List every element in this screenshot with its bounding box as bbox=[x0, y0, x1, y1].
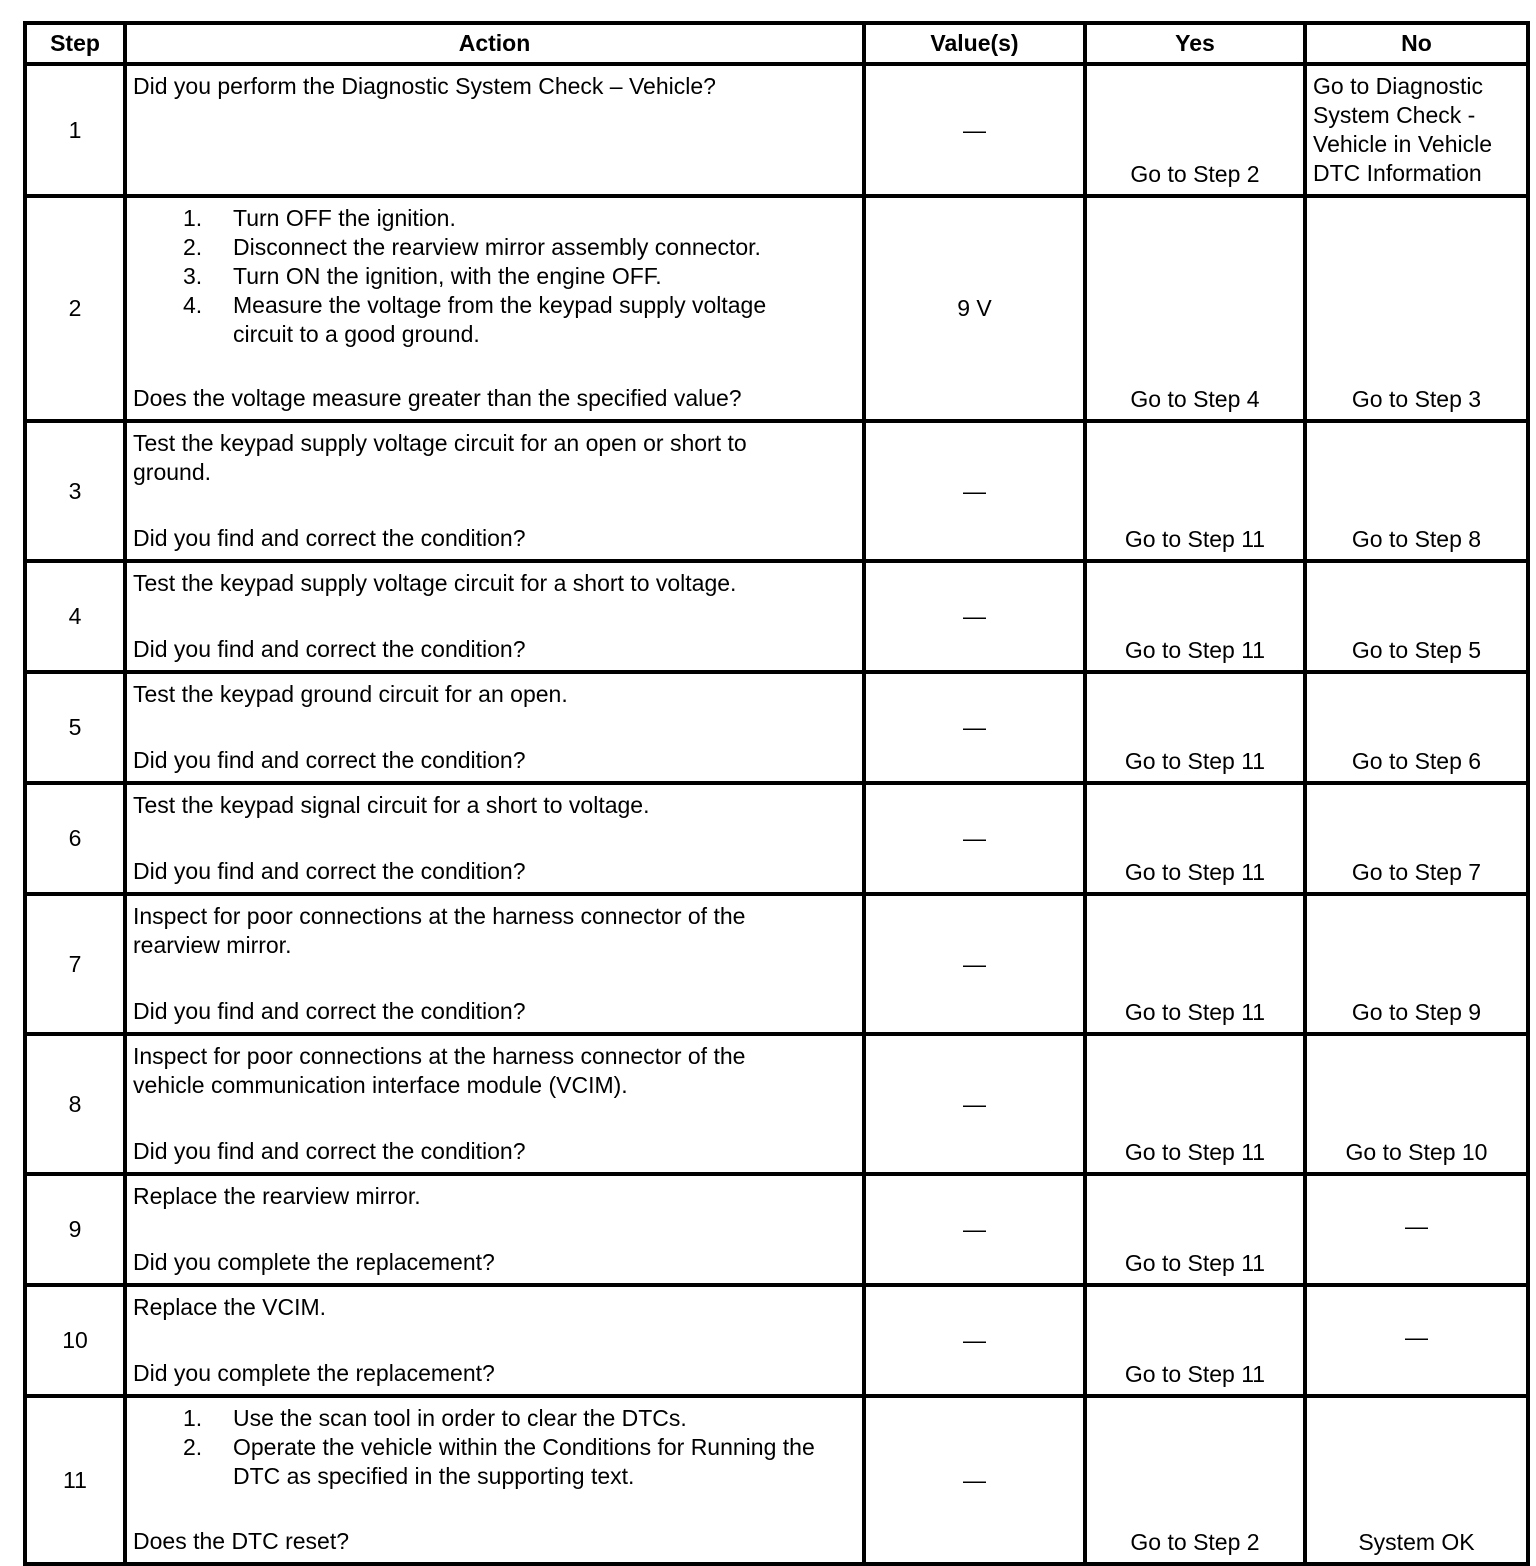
value-cell: — bbox=[864, 894, 1085, 1034]
table-row bbox=[25, 561, 1528, 672]
list-item: 1. Use the scan tool in order to clear the DTCs. bbox=[183, 1405, 687, 1431]
action-cell bbox=[125, 1396, 864, 1564]
action-cell bbox=[125, 421, 864, 561]
action-cell bbox=[125, 1285, 864, 1396]
action-cell bbox=[125, 64, 864, 196]
no-cell: Go to Step 3 bbox=[1305, 196, 1528, 421]
table-row bbox=[25, 783, 1528, 894]
value-cell: — bbox=[864, 672, 1085, 783]
table-row bbox=[25, 196, 1528, 421]
action-text: Inspect for poor connections at the harness connector of the rearview mirror. bbox=[133, 903, 746, 958]
no-cell: — bbox=[1305, 1285, 1528, 1396]
action-text: Inspect for poor connections at the harness connector of the vehicle communication interface module (VCIM). bbox=[133, 1043, 746, 1098]
yes-cell: Go to Step 11 bbox=[1085, 1034, 1305, 1174]
step-number: 3 bbox=[25, 421, 125, 561]
action-question: Did you find and correct the condition? bbox=[133, 858, 526, 884]
value-cell: — bbox=[864, 561, 1085, 672]
value-cell: — bbox=[864, 1396, 1085, 1564]
action-cell bbox=[125, 1174, 864, 1285]
list-item: 2. Disconnect the rearview mirror assembly connector. bbox=[183, 234, 761, 260]
no-cell: Go to Step 9 bbox=[1305, 894, 1528, 1034]
yes-cell: Go to Step 11 bbox=[1085, 421, 1305, 561]
value-cell: — bbox=[864, 1174, 1085, 1285]
yes-cell: Go to Step 2 bbox=[1085, 64, 1305, 196]
header-no: No bbox=[1305, 23, 1528, 64]
table-row bbox=[25, 672, 1528, 783]
step-number: 4 bbox=[25, 561, 125, 672]
no-line: Vehicle in Vehicle bbox=[1313, 131, 1493, 157]
action-text: Replace the VCIM. bbox=[133, 1294, 327, 1320]
list-item: 4. Measure the voltage from the keypad supply voltage circuit to a good ground. bbox=[183, 292, 767, 347]
step-number: 11 bbox=[25, 1396, 125, 1564]
table-row bbox=[25, 1396, 1528, 1564]
header-row bbox=[25, 23, 1528, 64]
action-question: Did you find and correct the condition? bbox=[133, 636, 526, 662]
table-row bbox=[25, 1034, 1528, 1174]
list-item: 3. Turn ON the ignition, with the engine OFF. bbox=[183, 263, 662, 289]
no-cell: System OK bbox=[1305, 1396, 1528, 1564]
value-cell: 9 V bbox=[864, 196, 1085, 421]
action-text: Test the keypad supply voltage circuit for a short to voltage. bbox=[133, 570, 737, 596]
no-cell: Go to Step 10 bbox=[1305, 1034, 1528, 1174]
list-item: 1. Turn OFF the ignition. bbox=[183, 205, 456, 231]
table-row bbox=[25, 1174, 1528, 1285]
step-number: 1 bbox=[25, 64, 125, 196]
no-cell: Go to Step 5 bbox=[1305, 561, 1528, 672]
step-number: 6 bbox=[25, 783, 125, 894]
step-number: 5 bbox=[25, 672, 125, 783]
no-line: DTC Information bbox=[1313, 160, 1482, 186]
diagnostic-table bbox=[23, 21, 1530, 1566]
action-question: Did you complete the replacement? bbox=[133, 1249, 495, 1275]
no-cell: Go to Step 8 bbox=[1305, 421, 1528, 561]
yes-cell: Go to Step 11 bbox=[1085, 894, 1305, 1034]
yes-cell: Go to Step 11 bbox=[1085, 1285, 1305, 1396]
no-cell: Go to Step 6 bbox=[1305, 672, 1528, 783]
action-question: Did you complete the replacement? bbox=[133, 1360, 495, 1386]
action-cell bbox=[125, 783, 864, 894]
step-number: 7 bbox=[25, 894, 125, 1034]
step-number: 8 bbox=[25, 1034, 125, 1174]
action-steps bbox=[133, 1404, 856, 1491]
table-row bbox=[25, 64, 1528, 196]
action-text: Test the keypad ground circuit for an open. bbox=[133, 681, 568, 707]
action-cell bbox=[125, 196, 864, 421]
action-cell bbox=[125, 1034, 864, 1174]
action-question: Does the voltage measure greater than the specified value? bbox=[133, 385, 742, 411]
action-question: Did you find and correct the condition? bbox=[133, 998, 526, 1024]
no-cell: — bbox=[1305, 1174, 1528, 1285]
header-yes: Yes bbox=[1085, 23, 1305, 64]
header-values: Value(s) bbox=[864, 23, 1085, 64]
value-cell: — bbox=[864, 1285, 1085, 1396]
table-row bbox=[25, 894, 1528, 1034]
table-row bbox=[25, 1285, 1528, 1396]
no-cell bbox=[1305, 64, 1528, 196]
no-cell: Go to Step 7 bbox=[1305, 783, 1528, 894]
action-question: Did you find and correct the condition? bbox=[133, 525, 526, 551]
action-question: Does the DTC reset? bbox=[133, 1528, 350, 1554]
action-text: Test the keypad signal circuit for a short to voltage. bbox=[133, 792, 650, 818]
list-item: 2. Operate the vehicle within the Conditions for Running the DTC as specified in the supporting text. bbox=[183, 1434, 815, 1489]
no-line: System Check - bbox=[1313, 102, 1476, 128]
step-number: 9 bbox=[25, 1174, 125, 1285]
yes-cell: Go to Step 4 bbox=[1085, 196, 1305, 421]
header-step: Step bbox=[25, 23, 125, 64]
header-action: Action bbox=[125, 23, 864, 64]
action-text: Did you perform the Diagnostic System Check – Vehicle? bbox=[133, 73, 716, 99]
yes-cell: Go to Step 11 bbox=[1085, 561, 1305, 672]
value-cell: — bbox=[864, 421, 1085, 561]
step-number: 10 bbox=[25, 1285, 125, 1396]
yes-cell: Go to Step 11 bbox=[1085, 783, 1305, 894]
action-cell bbox=[125, 561, 864, 672]
action-question: Did you find and correct the condition? bbox=[133, 1138, 526, 1164]
action-steps bbox=[133, 204, 856, 349]
no-line: Go to Diagnostic bbox=[1313, 73, 1484, 99]
action-cell bbox=[125, 672, 864, 783]
action-question: Did you find and correct the condition? bbox=[133, 747, 526, 773]
yes-cell: Go to Step 11 bbox=[1085, 672, 1305, 783]
value-cell: — bbox=[864, 1034, 1085, 1174]
yes-cell: Go to Step 2 bbox=[1085, 1396, 1305, 1564]
yes-cell: Go to Step 11 bbox=[1085, 1174, 1305, 1285]
value-cell: — bbox=[864, 783, 1085, 894]
action-cell bbox=[125, 894, 864, 1034]
action-text: Test the keypad supply voltage circuit for an open or short to ground. bbox=[133, 430, 747, 485]
table-row bbox=[25, 421, 1528, 561]
action-text: Replace the rearview mirror. bbox=[133, 1183, 421, 1209]
value-cell: — bbox=[864, 64, 1085, 196]
step-number: 2 bbox=[25, 196, 125, 421]
